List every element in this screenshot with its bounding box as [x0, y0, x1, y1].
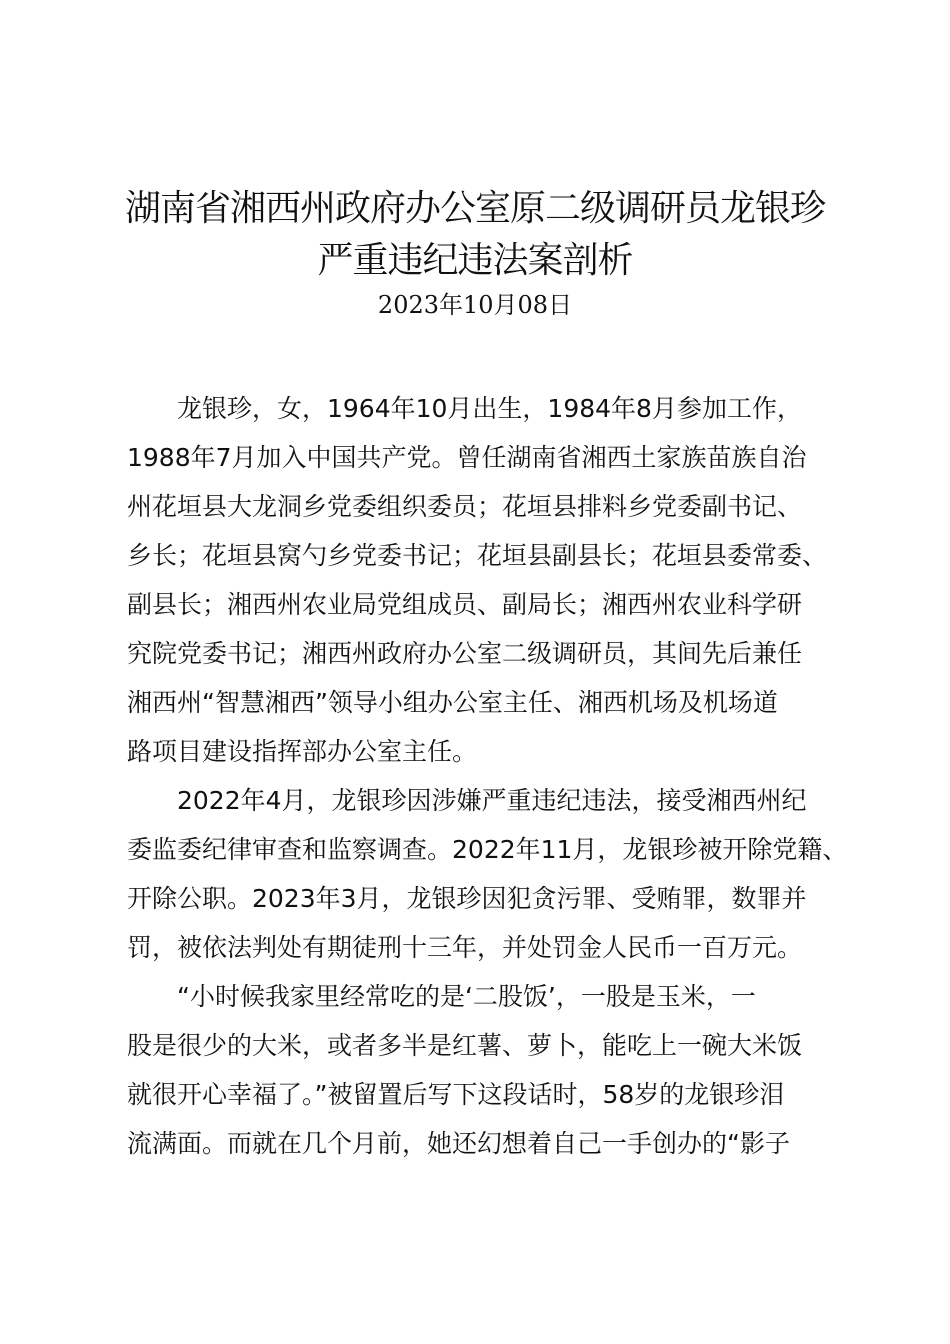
- paragraph-line: 罚，被依法判处有期徒刑十三年，并处罚金人民币一百万元。: [127, 933, 803, 962]
- article-body: [127, 384, 847, 1168]
- paragraph-line: 路项目建设指挥部办公室主任。: [127, 737, 478, 766]
- document-title-line-1: 湖南省湘西州政府办公室原二级调研员龙银珍: [124, 188, 825, 229]
- paragraph-3: [127, 972, 847, 1168]
- paragraph-line: 股是很少的大米，或者多半是红薯、萝卜，能吃上一碗大米饭: [127, 1031, 803, 1060]
- paragraph-line: 龙银珍，女，1964年10月出生，1984年8月参加工作，: [177, 394, 802, 423]
- paragraph-line: 委监委纪律审查和监察调查。2022年11月，龙银珍被开除党籍、: [127, 835, 848, 864]
- paragraph-line: 开除公职。2023年3月，龙银珍因犯贪污罪、受贿罪，数罪并: [127, 884, 807, 913]
- publish-date: 2023年10月08日: [377, 291, 573, 319]
- paragraph-line: 1988年7月加入中国共产党。曾任湖南省湘西土家族苗族自治: [127, 443, 807, 472]
- document-title-line-2: 严重违纪违法案剖析: [317, 240, 633, 281]
- paragraph-line: 2022年4月，龙银珍因涉嫌严重违纪违法，接受湘西州纪: [177, 786, 807, 815]
- paragraph-line: “小时候我家里经常吃的是‘二股饭’，一股是玉米，一: [177, 982, 756, 1011]
- paragraph-line: 州花垣县大龙洞乡党委组织委员；花垣县排料乡党委副书记、: [127, 492, 803, 521]
- paragraph-line: 湘西州“智慧湘西”领导小组办公室主任、湘西机场及机场道: [127, 688, 778, 717]
- paragraph-2: [127, 776, 847, 972]
- paragraph-line: 副县长；湘西州农业局党组成员、副局长；湘西州农业科学研: [127, 590, 803, 619]
- paragraph-line: 乡长；花垣县窝勺乡党委书记；花垣县副县长；花垣县委常委、: [127, 541, 828, 570]
- paragraph-line: 流满面。而就在几个月前，她还幻想着自己一手创办的“影子: [127, 1129, 790, 1158]
- paragraph-line: 究院党委书记；湘西州政府办公室二级调研员，其间先后兼任: [127, 639, 803, 668]
- paragraph-1: [127, 384, 847, 776]
- paragraph-line: 就很开心幸福了。”被留置后写下这段话时，58岁的龙银珍泪: [127, 1080, 785, 1109]
